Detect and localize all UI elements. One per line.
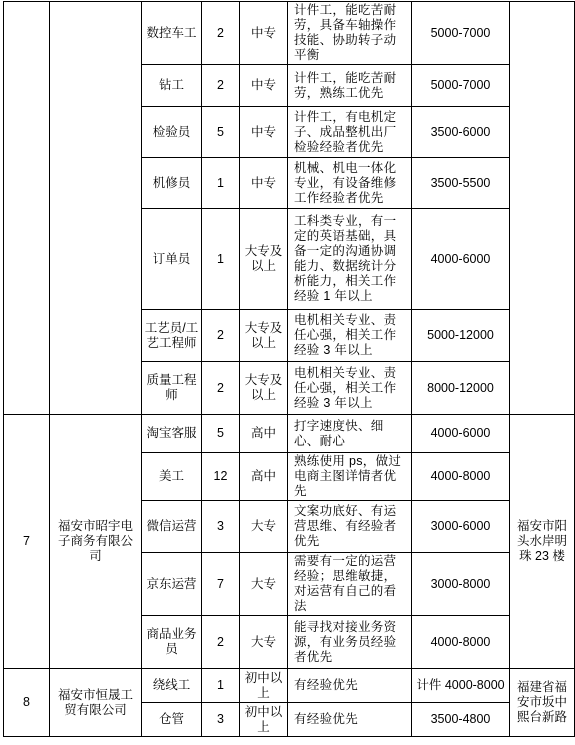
requirements-cell: 打字速度快、细心、耐心 (288, 415, 412, 453)
salary-cell: 3500-5500 (412, 158, 510, 209)
company-index (4, 2, 50, 415)
headcount-cell: 3 (202, 501, 240, 553)
position-cell: 质量工程师 (142, 362, 202, 415)
headcount-cell: 3 (202, 703, 240, 737)
position-cell: 机修员 (142, 158, 202, 209)
company-name: 福安市昭宇电子商务有限公司 (50, 415, 142, 669)
education-cell: 大专及以上 (240, 310, 288, 362)
position-cell: 工艺员/工艺工程师 (142, 310, 202, 362)
requirements-cell: 电机相关专业、责任心强，相关工作经验 3 年以上 (288, 362, 412, 415)
salary-cell: 3500-4800 (412, 703, 510, 737)
salary-cell: 4000-8000 (412, 453, 510, 501)
headcount-cell: 1 (202, 669, 240, 703)
headcount-cell: 2 (202, 310, 240, 362)
education-cell: 初中以上 (240, 669, 288, 703)
education-cell: 初中以上 (240, 703, 288, 737)
education-cell: 大专及以上 (240, 209, 288, 310)
requirements-cell: 计件工，能吃苦耐劳，具备车轴操作技能、协助转子动平衡 (288, 2, 412, 65)
education-cell: 中专 (240, 65, 288, 107)
requirements-cell: 电机相关专业、责任心强，相关工作经验 3 年以上 (288, 310, 412, 362)
salary-cell: 5000-7000 (412, 65, 510, 107)
requirements-cell: 机械、机电一体化专业，有设备维修工作经验者优先 (288, 158, 412, 209)
position-cell: 仓管 (142, 703, 202, 737)
headcount-cell: 2 (202, 362, 240, 415)
salary-cell: 4000-6000 (412, 415, 510, 453)
position-cell: 淘宝客服 (142, 415, 202, 453)
job-listing-table (3, 1, 575, 737)
position-cell: 检验员 (142, 107, 202, 158)
salary-cell: 3500-6000 (412, 107, 510, 158)
headcount-cell: 2 (202, 2, 240, 65)
salary-cell: 计件 4000-8000 (412, 669, 510, 703)
headcount-cell: 1 (202, 158, 240, 209)
position-cell: 订单员 (142, 209, 202, 310)
salary-cell: 4000-8000 (412, 616, 510, 669)
headcount-cell: 2 (202, 616, 240, 669)
position-cell: 商品业务员 (142, 616, 202, 669)
salary-cell: 3000-8000 (412, 553, 510, 616)
table-row (4, 415, 575, 453)
position-cell: 绕线工 (142, 669, 202, 703)
salary-cell: 4000-6000 (412, 209, 510, 310)
requirements-cell: 有经验优先 (288, 669, 412, 703)
headcount-cell: 7 (202, 553, 240, 616)
education-cell: 中专 (240, 2, 288, 65)
requirements-cell: 有经验优先 (288, 703, 412, 737)
headcount-cell: 1 (202, 209, 240, 310)
requirements-cell: 计件工，能吃苦耐劳，熟练工优先 (288, 65, 412, 107)
company-name (50, 2, 142, 415)
headcount-cell: 12 (202, 453, 240, 501)
company-address: 福建省福安市坂中熙台新路 (510, 669, 575, 737)
salary-cell: 8000-12000 (412, 362, 510, 415)
salary-cell: 5000-7000 (412, 2, 510, 65)
education-cell: 大专 (240, 616, 288, 669)
education-cell: 高中 (240, 453, 288, 501)
education-cell: 大专 (240, 553, 288, 616)
table-row (4, 2, 575, 65)
company-index: 8 (4, 669, 50, 737)
headcount-cell: 2 (202, 65, 240, 107)
education-cell: 大专 (240, 501, 288, 553)
headcount-cell: 5 (202, 415, 240, 453)
company-name: 福安市恒晟工贸有限公司 (50, 669, 142, 737)
company-address (510, 2, 575, 415)
position-cell: 美工 (142, 453, 202, 501)
requirements-cell: 熟练使用 ps，做过电商主图详情者优先 (288, 453, 412, 501)
company-index: 7 (4, 415, 50, 669)
requirements-cell: 文案功底好、有运营思维、有经验者优先 (288, 501, 412, 553)
education-cell: 中专 (240, 158, 288, 209)
requirements-cell: 需要有一定的运营经验；思维敏捷，对运营有自己的看法 (288, 553, 412, 616)
education-cell: 中专 (240, 107, 288, 158)
position-cell: 微信运营 (142, 501, 202, 553)
salary-cell: 3000-6000 (412, 501, 510, 553)
requirements-cell: 工科类专业，有一定的英语基础，具备一定的沟通协调能力、数据统计分析能力，相关工作经验 1 年以上 (288, 209, 412, 310)
position-cell: 钻工 (142, 65, 202, 107)
education-cell: 大专及以上 (240, 362, 288, 415)
company-address: 福安市阳头水岸明珠 23 楼 (510, 415, 575, 669)
requirements-cell: 能寻找对接业务资源，有业务员经验者优先 (288, 616, 412, 669)
table-row (4, 669, 575, 703)
requirements-cell: 计件工，有电机定子、成品整机出厂检验经验者优先 (288, 107, 412, 158)
headcount-cell: 5 (202, 107, 240, 158)
salary-cell: 5000-12000 (412, 310, 510, 362)
position-cell: 京东运营 (142, 553, 202, 616)
position-cell: 数控车工 (142, 2, 202, 65)
education-cell: 高中 (240, 415, 288, 453)
